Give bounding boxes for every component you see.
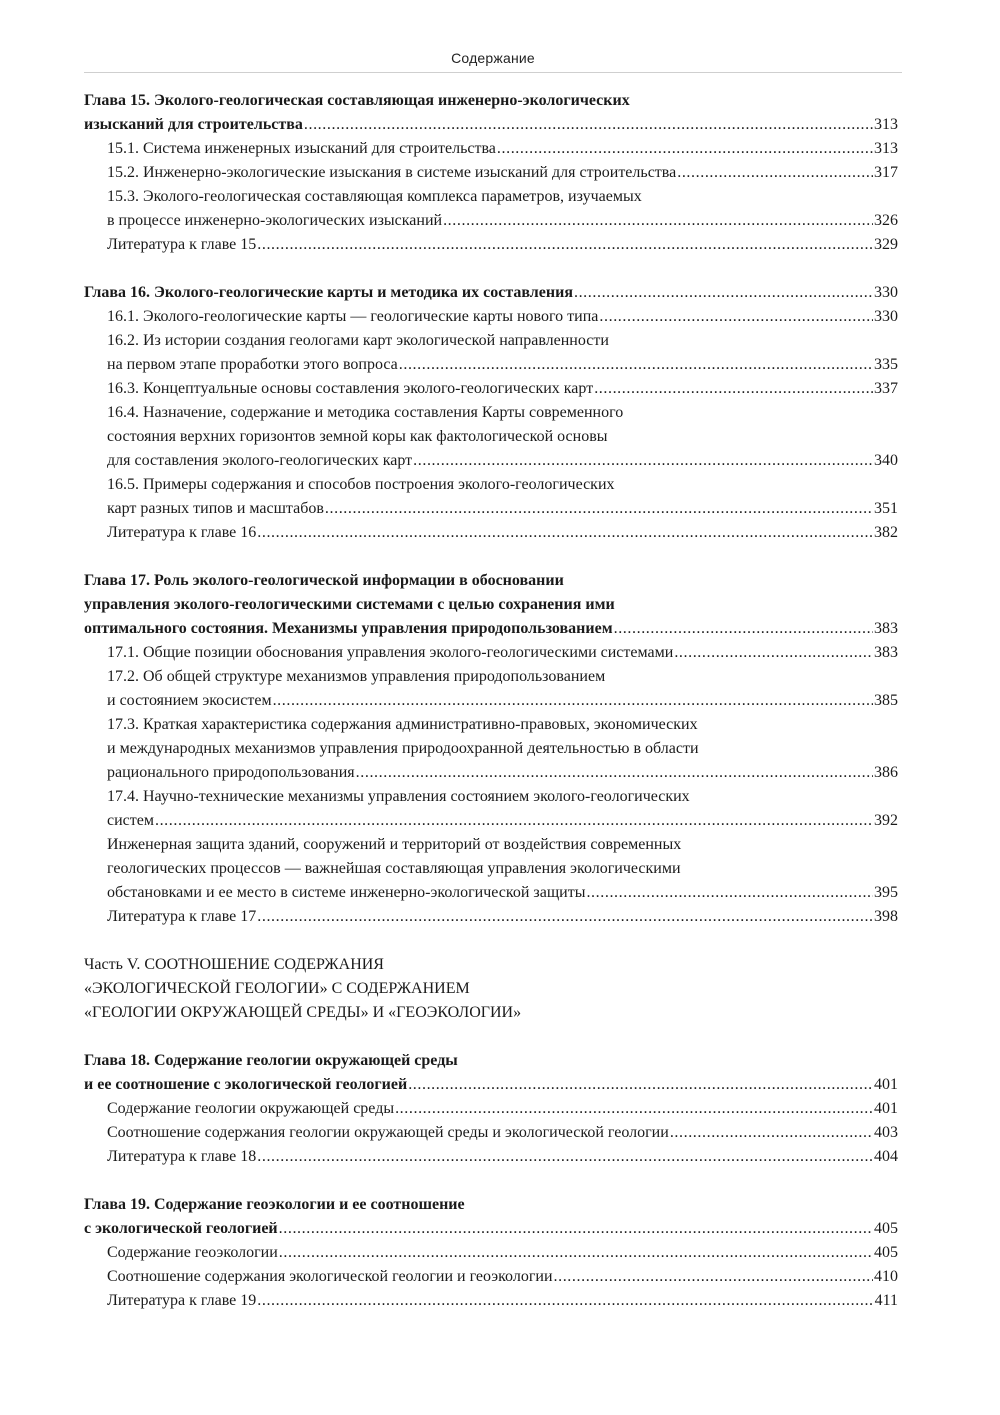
dot-leader xyxy=(257,1145,873,1169)
dot-leader xyxy=(257,1289,873,1313)
toc-entry-text: Литература к главе 15 xyxy=(107,236,257,253)
dot-leader xyxy=(257,905,873,929)
toc-entry-line: и международных механизмов управления природоохранной деятельностью в области xyxy=(107,740,699,757)
page-number: 383 xyxy=(874,620,898,637)
toc-entry-text: 16.3. Концептуальные основы составления эколого-геологических карт xyxy=(107,380,594,397)
chapter-title-entry[interactable] xyxy=(84,1073,898,1097)
toc-entry[interactable] xyxy=(84,1145,898,1169)
toc-entry[interactable] xyxy=(84,305,898,329)
toc-entry-text: для составления эколого-геологических карт xyxy=(107,452,413,469)
chapter-section xyxy=(84,1049,898,1169)
toc-entry-text: 15.2. Инженерно-экологические изыскания в системе изысканий для строительства xyxy=(107,164,677,181)
page-number: 404 xyxy=(874,1148,898,1165)
toc-entry-text: 17.1. Общие позиции обоснования управления эколого-геологическими системами xyxy=(107,644,674,661)
dot-leader xyxy=(586,881,873,905)
toc-entry-text: рационального природопользования xyxy=(107,764,355,781)
chapter-title-entry[interactable] xyxy=(84,281,898,305)
toc-entry-line: состояния верхних горизонтов земной коры как фактологической основы xyxy=(107,428,608,445)
page-number: 317 xyxy=(874,164,898,181)
toc-entry[interactable] xyxy=(84,881,898,905)
toc-entry[interactable] xyxy=(84,377,898,401)
toc-entry-line: 17.2. Об общей структуре механизмов управления природопользованием xyxy=(107,668,606,685)
dot-leader xyxy=(279,1217,873,1241)
dot-leader xyxy=(554,1265,874,1289)
dot-leader xyxy=(325,497,873,521)
dot-leader xyxy=(443,209,873,233)
page-number: 313 xyxy=(874,140,898,157)
page-number: 403 xyxy=(874,1124,898,1141)
dot-leader xyxy=(395,1097,873,1121)
toc-entry[interactable] xyxy=(84,209,898,233)
page-number: 351 xyxy=(874,500,898,517)
toc-entry-text: Литература к главе 17 xyxy=(107,908,257,925)
toc-entry[interactable] xyxy=(84,137,898,161)
chapter-section xyxy=(84,281,898,545)
dot-leader xyxy=(257,233,873,257)
dot-leader xyxy=(257,521,873,545)
toc-entry[interactable] xyxy=(84,1241,898,1265)
toc-entry[interactable] xyxy=(84,1121,898,1145)
dot-leader xyxy=(497,137,873,161)
toc-entry[interactable] xyxy=(84,761,898,785)
toc-entry[interactable] xyxy=(84,161,898,185)
dot-leader xyxy=(614,617,873,641)
toc-entry-text: Соотношение содержания геологии окружающей среды и экологической геологии xyxy=(107,1124,669,1141)
page-number: 411 xyxy=(874,1292,898,1309)
toc-entry-text: 15.1. Система инженерных изысканий для строительства xyxy=(107,140,496,157)
toc-entry[interactable] xyxy=(84,1265,898,1289)
chapter-title-entry[interactable] xyxy=(84,113,898,137)
page-number: 335 xyxy=(874,356,898,373)
dot-leader xyxy=(408,1073,873,1097)
toc-entry-text: карт разных типов и масштабов xyxy=(107,500,324,517)
page-number: 401 xyxy=(874,1100,898,1117)
page-number: 329 xyxy=(874,236,898,253)
dot-leader xyxy=(356,761,873,785)
page-number: 401 xyxy=(874,1076,898,1093)
toc-entry[interactable] xyxy=(84,233,898,257)
toc-entry-line: геологических процессов — важнейшая составляющая управления экологическими xyxy=(107,860,681,877)
chapter-title-line: Глава 17. Роль эколого-геологической информации в обосновании xyxy=(84,572,564,589)
chapter-section xyxy=(84,1193,898,1313)
page-number: 382 xyxy=(874,524,898,541)
page-number: 383 xyxy=(874,644,898,661)
toc-entry[interactable] xyxy=(84,353,898,377)
page-number: 340 xyxy=(874,452,898,469)
toc-entry-line: Инженерная защита зданий, сооружений и территорий от воздействия современных xyxy=(107,836,682,853)
dot-leader xyxy=(674,641,873,665)
toc-entry[interactable] xyxy=(84,521,898,545)
toc-entry[interactable] xyxy=(84,497,898,521)
dot-leader xyxy=(574,281,873,305)
toc-entry-text: Содержание геологии окружающей среды xyxy=(107,1100,395,1117)
toc-entry-text: Литература к главе 19 xyxy=(107,1292,257,1309)
dot-leader xyxy=(594,377,873,401)
chapter-title-line: Глава 18. Содержание геологии окружающей среды xyxy=(84,1052,458,1069)
chapter-title-entry[interactable] xyxy=(84,1217,898,1241)
page-number: 410 xyxy=(874,1268,898,1285)
page-number: 398 xyxy=(874,908,898,925)
dot-leader xyxy=(279,1241,873,1265)
page-number: 385 xyxy=(874,692,898,709)
toc-entry[interactable] xyxy=(84,1289,898,1313)
running-head: Содержание xyxy=(451,50,535,66)
page-number: 313 xyxy=(874,116,898,133)
page-number: 337 xyxy=(874,380,898,397)
page-number: 392 xyxy=(874,812,898,829)
dot-leader xyxy=(670,1121,873,1145)
table-of-contents xyxy=(84,89,898,1337)
toc-entry-text: и состоянием экосистем xyxy=(107,692,272,709)
toc-entry-text: изысканий для строительства xyxy=(84,116,303,133)
toc-entry-line: 17.4. Научно-технические механизмы управления состоянием эколого-геологических xyxy=(107,788,690,805)
toc-entry-text: на первом этапе проработки этого вопроса xyxy=(107,356,398,373)
page-number: 330 xyxy=(874,308,898,325)
page-number: 386 xyxy=(874,764,898,781)
page-number: 395 xyxy=(874,884,898,901)
part-title-line: «ГЕОЛОГИИ ОКРУЖАЮЩЕЙ СРЕДЫ» И «ГЕОЭКОЛОГИИ» xyxy=(84,1004,522,1021)
toc-entry[interactable] xyxy=(84,689,898,713)
toc-entry-text: и ее соотношение с экологической геологией xyxy=(84,1076,408,1093)
part-title-line: «ЭКОЛОГИЧЕСКОЙ ГЕОЛОГИИ» С СОДЕРЖАНИЕМ xyxy=(84,980,470,997)
toc-entry-line: 17.3. Краткая характеристика содержания административно-правовых, экономических xyxy=(107,716,698,733)
page-number: 405 xyxy=(874,1220,898,1237)
toc-entry[interactable] xyxy=(84,809,898,833)
chapter-title-line: Глава 15. Эколого-геологическая составляющая инженерно-экологических xyxy=(84,92,630,109)
toc-entry[interactable] xyxy=(84,1097,898,1121)
toc-entry-text: Соотношение содержания экологической геологии и геоэкологии xyxy=(107,1268,553,1285)
chapter-title-line: управления эколого-геологическими системами с целью сохранения ими xyxy=(84,596,615,613)
toc-entry-text: систем xyxy=(107,812,154,829)
dot-leader xyxy=(399,353,873,377)
toc-entry-line: 16.2. Из истории создания геологами карт экологической направленности xyxy=(107,332,609,349)
toc-entry-text: в процессе инженерно-экологических изысканий xyxy=(107,212,443,229)
dot-leader xyxy=(273,689,873,713)
dot-leader xyxy=(677,161,873,185)
toc-entry-text: Литература к главе 16 xyxy=(107,524,257,541)
chapter-title-line: Глава 19. Содержание геоэкологии и ее соотношение xyxy=(84,1196,465,1213)
toc-entry-text: обстановками и ее место в системе инженерно-экологической защиты xyxy=(107,884,586,901)
toc-entry[interactable] xyxy=(84,449,898,473)
toc-entry[interactable] xyxy=(84,905,898,929)
dot-leader xyxy=(599,305,873,329)
toc-entry[interactable] xyxy=(84,641,898,665)
toc-entry-text: Содержание геоэкологии xyxy=(107,1244,278,1261)
toc-entry-text: с экологической геологией xyxy=(84,1220,278,1237)
part-title-line: Часть V. СООТНОШЕНИЕ СОДЕРЖАНИЯ xyxy=(84,956,384,973)
toc-entry-text: 16.1. Эколого-геологические карты — геологические карты нового типа xyxy=(107,308,599,325)
part-heading xyxy=(84,953,898,1025)
toc-entry-line: 16.4. Назначение, содержание и методика составления Карты современного xyxy=(107,404,624,421)
toc-entry-text: Литература к главе 18 xyxy=(107,1148,257,1165)
dot-leader xyxy=(304,113,873,137)
chapter-section xyxy=(84,89,898,257)
page-number: 326 xyxy=(874,212,898,229)
toc-entry-line: 15.3. Эколого-геологическая составляющая комплекса параметров, изучаемых xyxy=(107,188,642,205)
page-number: 330 xyxy=(874,284,898,301)
dot-leader xyxy=(413,449,873,473)
chapter-section xyxy=(84,569,898,929)
toc-entry-line: 16.5. Примеры содержания и способов построения эколого-геологических xyxy=(107,476,615,493)
page-number: 405 xyxy=(874,1244,898,1261)
toc-entry-text: оптимального состояния. Механизмы управления природопользованием xyxy=(84,620,613,637)
header-divider xyxy=(84,72,902,73)
toc-entry-text: Глава 16. Эколого-геологические карты и методика их составления xyxy=(84,284,573,301)
chapter-title-entry[interactable] xyxy=(84,617,898,641)
dot-leader xyxy=(155,809,873,833)
